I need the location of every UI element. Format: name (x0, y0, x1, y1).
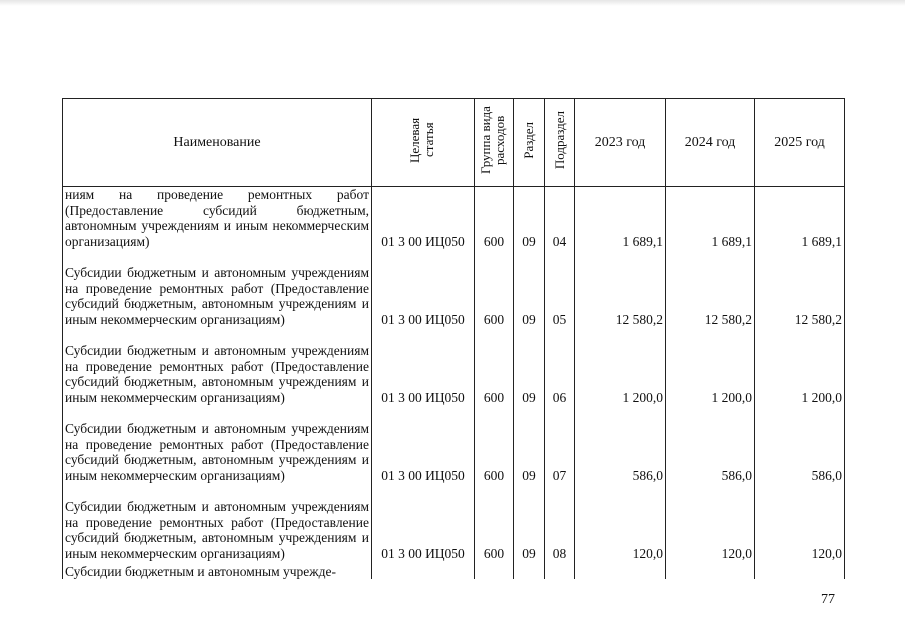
table-row-partial (63, 561, 845, 579)
row-section-cell: 09 (514, 483, 545, 561)
header-name: Наименование (63, 99, 372, 187)
row-group-cell: 600 (475, 187, 514, 250)
row-target-cell: 01 3 00 ИЦ050 (372, 483, 475, 561)
row-2025-cell: 1 200,0 (755, 327, 845, 405)
row-2025-cell: 586,0 (755, 405, 845, 483)
row-section-cell: 09 (514, 249, 545, 327)
row-2025-cell (755, 561, 845, 579)
row-target-cell: 01 3 00 ИЦ050 (372, 405, 475, 483)
row-subsection-cell: 04 (545, 187, 575, 250)
header-2024: 2024 год (666, 99, 755, 187)
row-2023-cell: 1 689,1 (575, 187, 666, 250)
table-row (63, 187, 845, 250)
row-2025-cell: 1 689,1 (755, 187, 845, 250)
row-subsection-cell: 06 (545, 327, 575, 405)
row-2025-cell: 120,0 (755, 483, 845, 561)
page-edge-shadow (0, 0, 905, 6)
row-2024-cell: 586,0 (666, 405, 755, 483)
row-target-cell: 01 3 00 ИЦ050 (372, 327, 475, 405)
row-subsection-cell: 08 (545, 483, 575, 561)
row-name-cell: Субсидии бюджетным и автономным учреждениям на проведение ремонтных работ (Предоставление субсидий бюджетным, автономным учреждениям и иным некоммерческим организациям) (63, 405, 372, 483)
row-target-cell (372, 561, 475, 579)
row-group-cell: 600 (475, 483, 514, 561)
row-group-cell: 600 (475, 327, 514, 405)
row-name-cell: Субсидии бюджетным и автономным учреждениям на проведение ремонтных работ (Предоставление субсидий бюджетным, автономным учреждениям и иным некоммерческим организациям) (63, 249, 372, 327)
row-2024-cell: 120,0 (666, 483, 755, 561)
row-group-cell: 600 (475, 405, 514, 483)
budget-table (62, 98, 845, 579)
row-2024-cell: 1 689,1 (666, 187, 755, 250)
row-name-cell: Субсидии бюджетным и автономным учреждениям на проведение ремонтных работ (Предоставление субсидий бюджетным, автономным учреждениям и иным некоммерческим организациям) (63, 483, 372, 561)
header-target: Целевая статья (372, 99, 475, 187)
header-2025: 2025 год (755, 99, 845, 187)
row-2024-cell: 12 580,2 (666, 249, 755, 327)
row-2023-cell: 12 580,2 (575, 249, 666, 327)
row-section-cell: 09 (514, 405, 545, 483)
row-2024-cell (666, 561, 755, 579)
row-2023-cell: 1 200,0 (575, 327, 666, 405)
header-subsection: Подраздел (545, 99, 575, 187)
row-target-cell: 01 3 00 ИЦ050 (372, 187, 475, 250)
row-section-cell: 09 (514, 327, 545, 405)
row-2023-cell: 120,0 (575, 483, 666, 561)
row-subsection-cell: 05 (545, 249, 575, 327)
header-group: Группа вида расходов (475, 99, 514, 187)
row-target-cell: 01 3 00 ИЦ050 (372, 249, 475, 327)
row-group-cell: 600 (475, 249, 514, 327)
table-row (63, 483, 845, 561)
row-2023-cell: 586,0 (575, 405, 666, 483)
row-section-cell (514, 561, 545, 579)
row-2025-cell: 12 580,2 (755, 249, 845, 327)
row-2023-cell (575, 561, 666, 579)
row-section-cell: 09 (514, 187, 545, 250)
table-row (63, 327, 845, 405)
row-subsection-cell: 07 (545, 405, 575, 483)
header-section: Раздел (514, 99, 545, 187)
row-name-cell: Субсидии бюджетным и автономным учреждениям на проведение ремонтных работ (Предоставление субсидий бюджетным, автономным учреждениям и иным некоммерческим организациям) (63, 327, 372, 405)
header-2023: 2023 год (575, 99, 666, 187)
row-name-cell: ниям на проведение ремонтных работ (Предоставление субсидий бюджетным, автономным учреждениям и иным некоммерческим организациям) (63, 187, 372, 250)
row-subsection-cell (545, 561, 575, 579)
table-row (63, 405, 845, 483)
row-name-cell: Субсидии бюджетным и автономным учрежде- (63, 561, 372, 579)
row-group-cell (475, 561, 514, 579)
page-number: 77 (821, 592, 835, 607)
header-row (63, 99, 845, 187)
row-2024-cell: 1 200,0 (666, 327, 755, 405)
table-row (63, 249, 845, 327)
